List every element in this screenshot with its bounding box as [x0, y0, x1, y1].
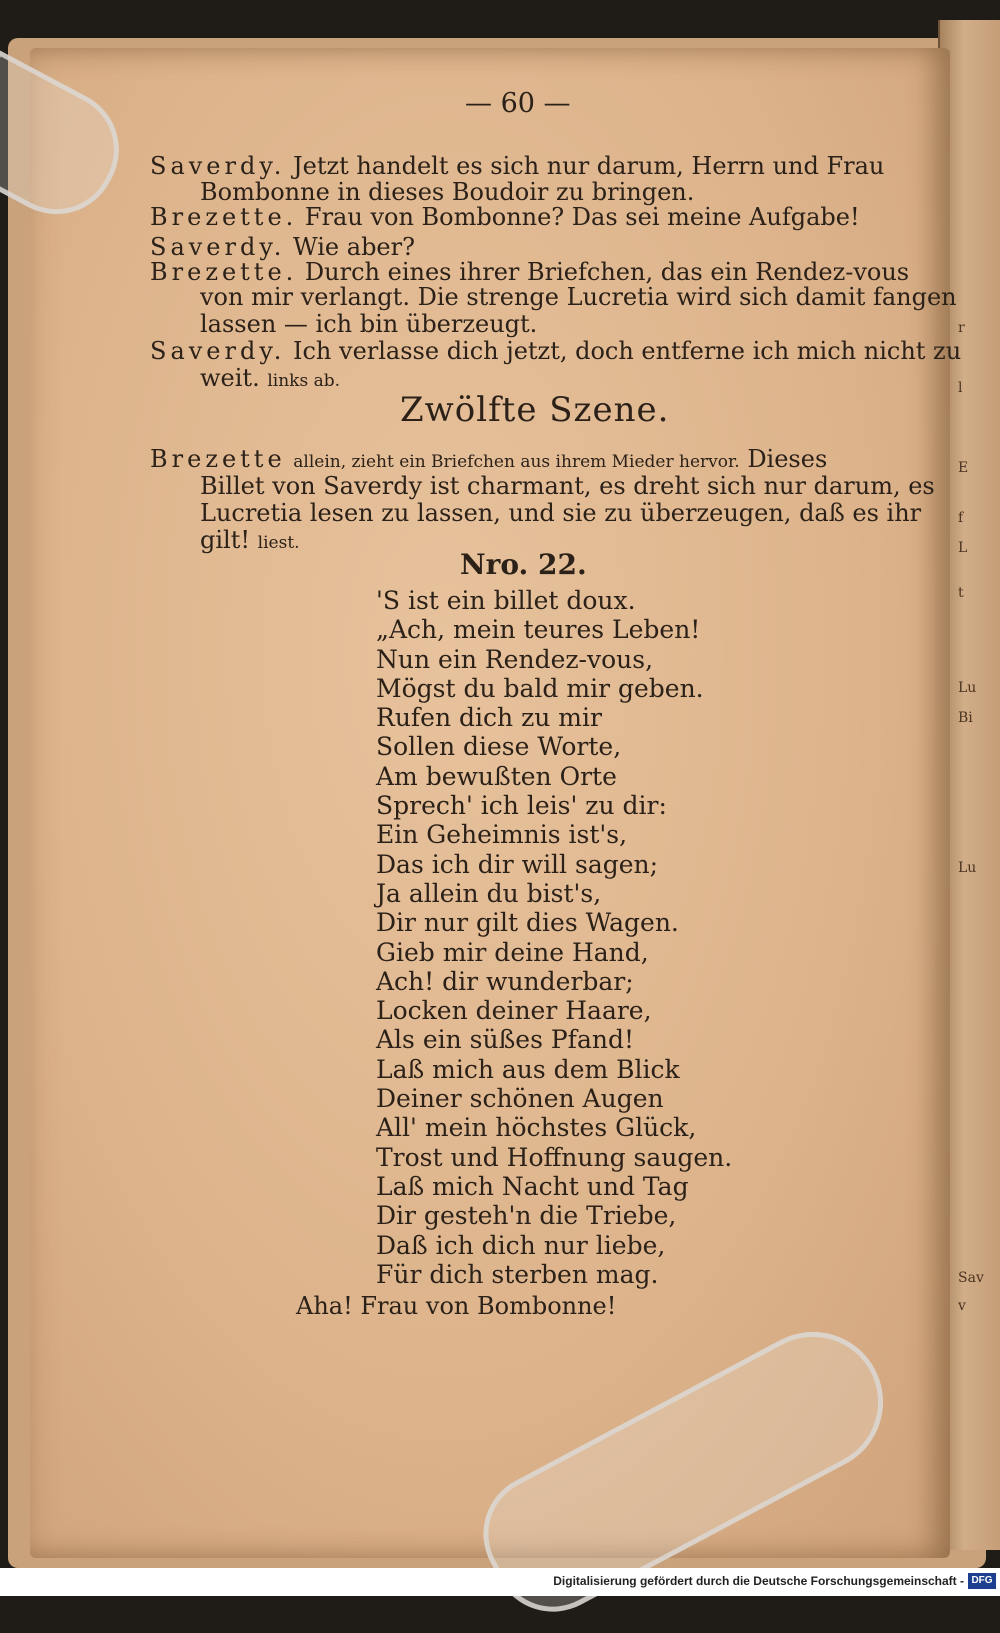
dialogue-line	[150, 233, 415, 261]
dialogue-text: Ich verlasse dich jetzt, doch entferne ich mich nicht zu	[293, 337, 962, 365]
dialogue-text: Durch eines ihrer Briefchen, das ein Rendez-vous	[304, 258, 910, 286]
poem-line: Das ich dir will sagen;	[376, 849, 659, 879]
poem-line: Ja allein du bist's,	[376, 878, 602, 908]
poem-line: „Ach, mein teures Leben!	[376, 615, 701, 645]
scene-intro-line	[200, 526, 300, 554]
poem-line: 'S ist ein billet doux.	[376, 586, 636, 615]
poem-line: Nun ein Rendez-vous,	[376, 644, 654, 674]
facing-page-fragment: L	[958, 540, 968, 556]
dialogue-text: Jetzt handelt es sich nur darum, Herrn und Frau	[293, 152, 885, 180]
speaker-name: Brezette.	[150, 203, 298, 231]
facing-page-fragment: f	[958, 510, 964, 526]
poem-line: Für dich sterben mag.	[376, 1259, 659, 1289]
speaker-name: Brezette	[150, 445, 286, 473]
dialogue-text: von mir verlangt. Die strenge Lucretia wird sich damit fangen	[200, 283, 957, 311]
poem-line: Dir nur gilt dies Wagen.	[376, 908, 679, 938]
stage-direction: links ab.	[267, 371, 341, 391]
poem-line: Ein Geheimnis ist's,	[376, 820, 628, 850]
poem-line: Daß ich dich nur liebe,	[376, 1230, 666, 1260]
poem-line: Locken deiner Haare,	[376, 996, 652, 1026]
facing-page-fragment: v	[958, 1298, 966, 1314]
closing-line: Aha! Frau von Bombonne!	[296, 1292, 617, 1320]
facing-page-fragment: l	[958, 380, 963, 396]
poem-line: Rufen dich zu mir	[376, 703, 602, 733]
page-number: — 60 —	[465, 88, 571, 119]
dfg-logo: DFG	[968, 1573, 996, 1589]
dialogue-line	[150, 152, 884, 180]
scene-intro-line	[200, 472, 935, 500]
facing-page-fragment: r	[958, 320, 965, 336]
speaker-name: Saverdy.	[150, 152, 286, 180]
speaker-name: Saverdy.	[150, 337, 286, 365]
funding-notice: Digitalisierung gefördert durch die Deutsche Forschungsgemeinschaft -	[553, 1574, 964, 1588]
poem-line: Mögst du bald mir geben.	[376, 673, 704, 703]
speaker-name: Brezette.	[150, 258, 298, 286]
poem-line: Sprech' ich leis' zu dir:	[376, 791, 667, 821]
dialogue-text: Lucretia lesen zu lassen, und sie zu überzeugen, daß es ihr	[200, 499, 922, 527]
speaker-name: Saverdy.	[150, 233, 286, 261]
poem-line: Gieb mir deine Hand,	[376, 937, 649, 967]
scene-intro-line	[200, 499, 921, 527]
poem-line: Trost und Hoffnung saugen.	[376, 1142, 733, 1172]
poem-line: Ach! dir wunderbar;	[376, 966, 634, 996]
dialogue-line	[200, 178, 694, 206]
dialogue-text: gilt!	[200, 526, 251, 554]
stage-direction: liest.	[257, 533, 300, 553]
dialogue-text: Dieses	[747, 445, 828, 473]
poem-line: Am bewußten Orte	[376, 761, 617, 791]
poem-line: Laß mich aus dem Blick	[376, 1054, 680, 1084]
facing-page-fragment: Sav	[958, 1270, 984, 1286]
dialogue-line	[200, 283, 957, 311]
poem-line: Laß mich Nacht und Tag	[376, 1171, 689, 1201]
song-number: Nro. 22.	[460, 548, 587, 581]
scene-heading: Zwölfte Szene.	[400, 390, 670, 430]
stage-direction: allein, zieht ein Briefchen aus ihrem Mieder hervor.	[293, 452, 740, 472]
poem	[376, 586, 732, 1289]
facing-page-fragment: E	[958, 460, 969, 476]
dialogue-text: weit.	[200, 364, 260, 392]
dialogue-line	[200, 310, 537, 338]
dialogue-text: Bombonne in dieses Boudoir zu bringen.	[200, 178, 695, 206]
footer-bar	[0, 1568, 1000, 1596]
dialogue-line	[150, 258, 909, 286]
dialogue-line	[200, 364, 340, 392]
facing-page-fragment: Lu	[958, 860, 977, 876]
dialogue-text: lassen — ich bin überzeugt.	[200, 310, 538, 338]
poem-line: All' mein höchstes Glück,	[376, 1113, 697, 1143]
dialogue-text: Billet von Saverdy ist charmant, es dreht sich nur darum, es	[200, 472, 935, 500]
dialogue-line	[150, 337, 961, 365]
poem-line: Dir gesteh'n die Triebe,	[376, 1201, 677, 1231]
scene-intro-line	[150, 445, 827, 473]
facing-page-fragment: t	[958, 585, 964, 601]
poem-line: Deiner schönen Augen	[376, 1084, 664, 1114]
poem-line: Als ein süßes Pfand!	[376, 1025, 634, 1055]
dialogue-line	[150, 203, 860, 231]
poem-line: Sollen diese Worte,	[376, 732, 622, 762]
facing-page-fragment: Lu	[958, 680, 977, 696]
facing-page-fragment: Bi	[958, 710, 973, 726]
dialogue-text: Wie aber?	[293, 233, 415, 261]
dialogue-text: Frau von Bombonne? Das sei meine Aufgabe!	[304, 203, 860, 231]
